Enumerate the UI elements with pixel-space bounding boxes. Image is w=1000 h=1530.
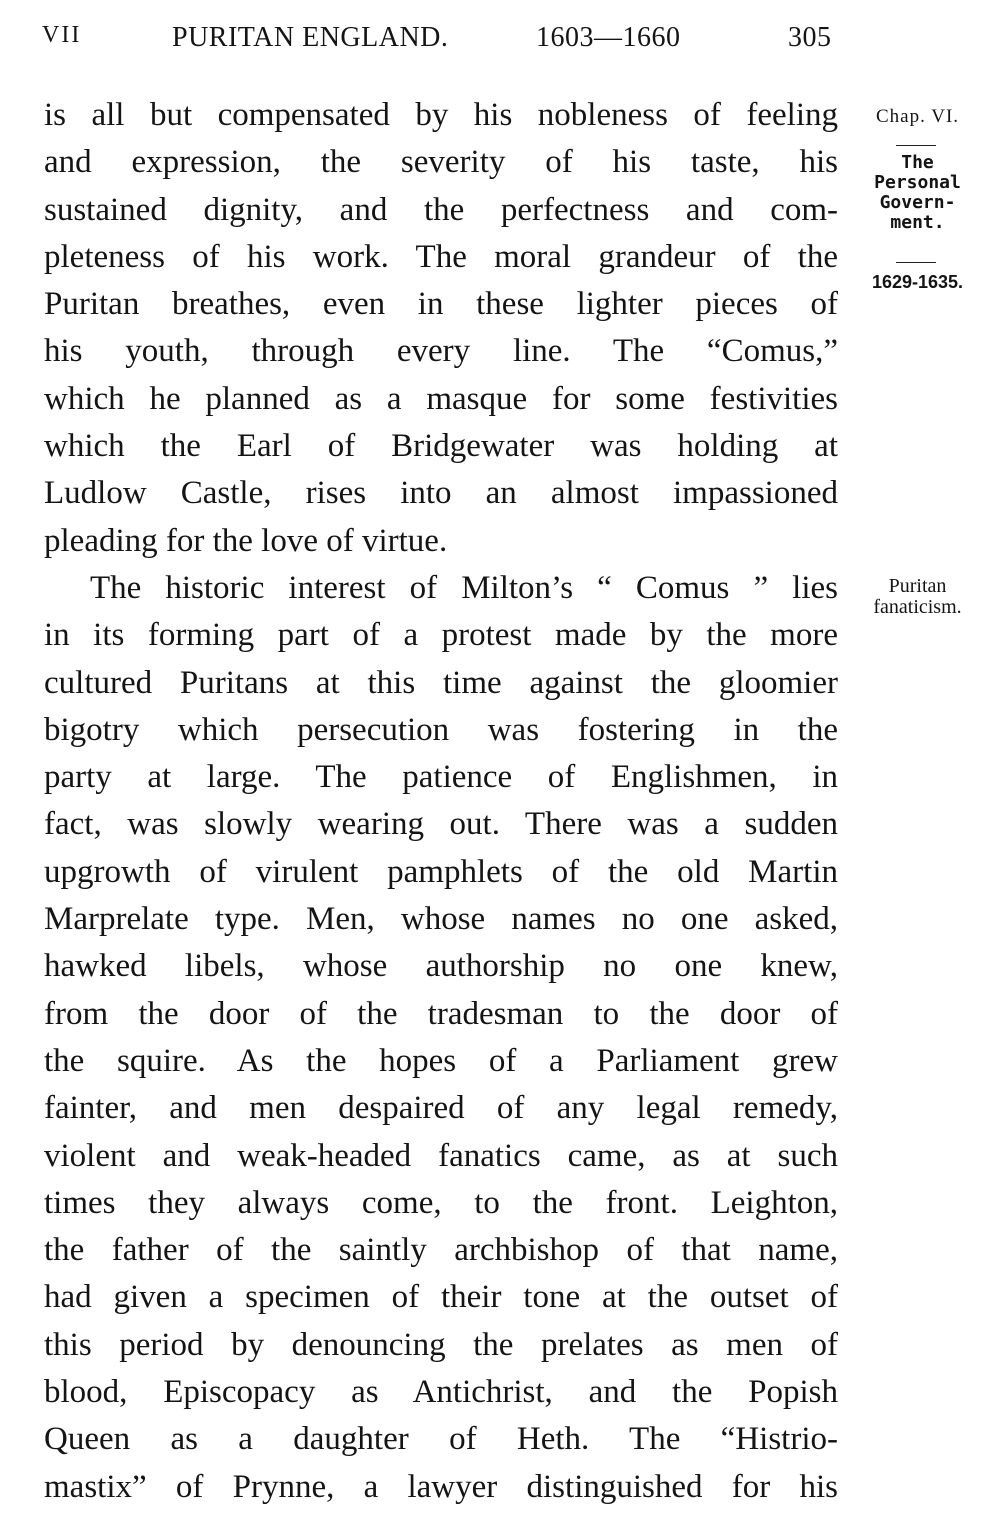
margin-topic-line: Puritan xyxy=(888,575,947,597)
text-line: times they always come, to the front. Leighton, xyxy=(44,1184,838,1221)
text-line: upgrowth of virulent pamphlets of the old Martin xyxy=(44,853,838,890)
text-line: sustained dignity, and the perfectness and com- xyxy=(44,191,838,228)
text-line: fainter, and men despaired of any legal remedy, xyxy=(44,1090,838,1127)
text-line: and expression, the severity of his taste, his xyxy=(44,144,838,181)
margin-topic-line: ment. xyxy=(890,212,945,233)
text-line: this period by denouncing the prelates as men of xyxy=(44,1326,838,1363)
text-line: had given a specimen of their tone at the outset of xyxy=(44,1279,838,1316)
margin-topic-line: The xyxy=(901,152,934,173)
text-line: which the Earl of Bridgewater was holding at xyxy=(44,428,838,465)
header-dates: 1603—1660 xyxy=(536,22,681,53)
text-line: is all but compensated by his nobleness of feeling xyxy=(44,97,838,133)
margin-topic-line: fanaticism. xyxy=(873,596,962,618)
text-line: party at large. The patience of Englishmen, in xyxy=(44,759,838,796)
text-line: Queen as a daughter of Heth. The “Histrio- xyxy=(44,1421,838,1458)
text-line: cultured Puritans at this time against the gloomier xyxy=(44,664,838,701)
text-line: pleading for the love of virtue. xyxy=(44,522,448,559)
header-chapter: VII xyxy=(42,22,82,48)
margin-rule xyxy=(896,262,936,263)
text-line: from the door of the tradesman to the door of xyxy=(44,995,838,1032)
margin-topic xyxy=(855,153,980,233)
body-text xyxy=(44,92,838,1511)
text-line: the squire. As the hopes of a Parliament grew xyxy=(44,1042,838,1079)
text-line: which he planned as a masque for some festivities xyxy=(44,380,838,417)
text-line: pleteness of his work. The moral grandeur of the xyxy=(44,238,838,275)
text-line: blood, Episcopacy as Antichrist, and the Popish xyxy=(44,1374,838,1411)
margin-years: 1629-1635. xyxy=(871,272,964,292)
margin-topic-fanaticism xyxy=(855,576,980,618)
text-line: hawked libels, whose authorship no one knew, xyxy=(44,948,838,985)
text-line: in its forming part of a protest made by the more xyxy=(44,617,838,654)
running-header xyxy=(0,22,1000,62)
text-line: the father of the saintly archbishop of that name, xyxy=(44,1232,838,1269)
text-line: fact, was slowly wearing out. There was a sudden xyxy=(44,806,838,843)
margin-topic-line: Govern- xyxy=(879,192,956,213)
text-line: bigotry which persecution was fostering in the xyxy=(44,711,838,748)
text-line: his youth, through every line. The “Comus,” xyxy=(44,333,838,370)
margin-chapter-label: Chap. VI. xyxy=(875,106,960,127)
text-line: mastix” of Prynne, a lawyer distinguished for his xyxy=(44,1468,838,1505)
text-line: Puritan breathes, even in these lighter pieces of xyxy=(44,286,838,323)
header-title: PURITAN ENGLAND. xyxy=(172,22,449,53)
text-line: violent and weak-headed fanatics came, as at such xyxy=(44,1137,838,1174)
text-line: Marprelate type. Men, whose names no one asked, xyxy=(44,901,838,938)
text-line: Ludlow Castle, rises into an almost impassioned xyxy=(44,475,838,512)
page-number: 305 xyxy=(788,22,832,53)
margin-rule xyxy=(896,145,936,146)
paragraph-start-line: The historic interest of Milton’s “ Comus ” lies xyxy=(90,569,838,606)
margin-topic-line: Personal xyxy=(874,172,961,193)
